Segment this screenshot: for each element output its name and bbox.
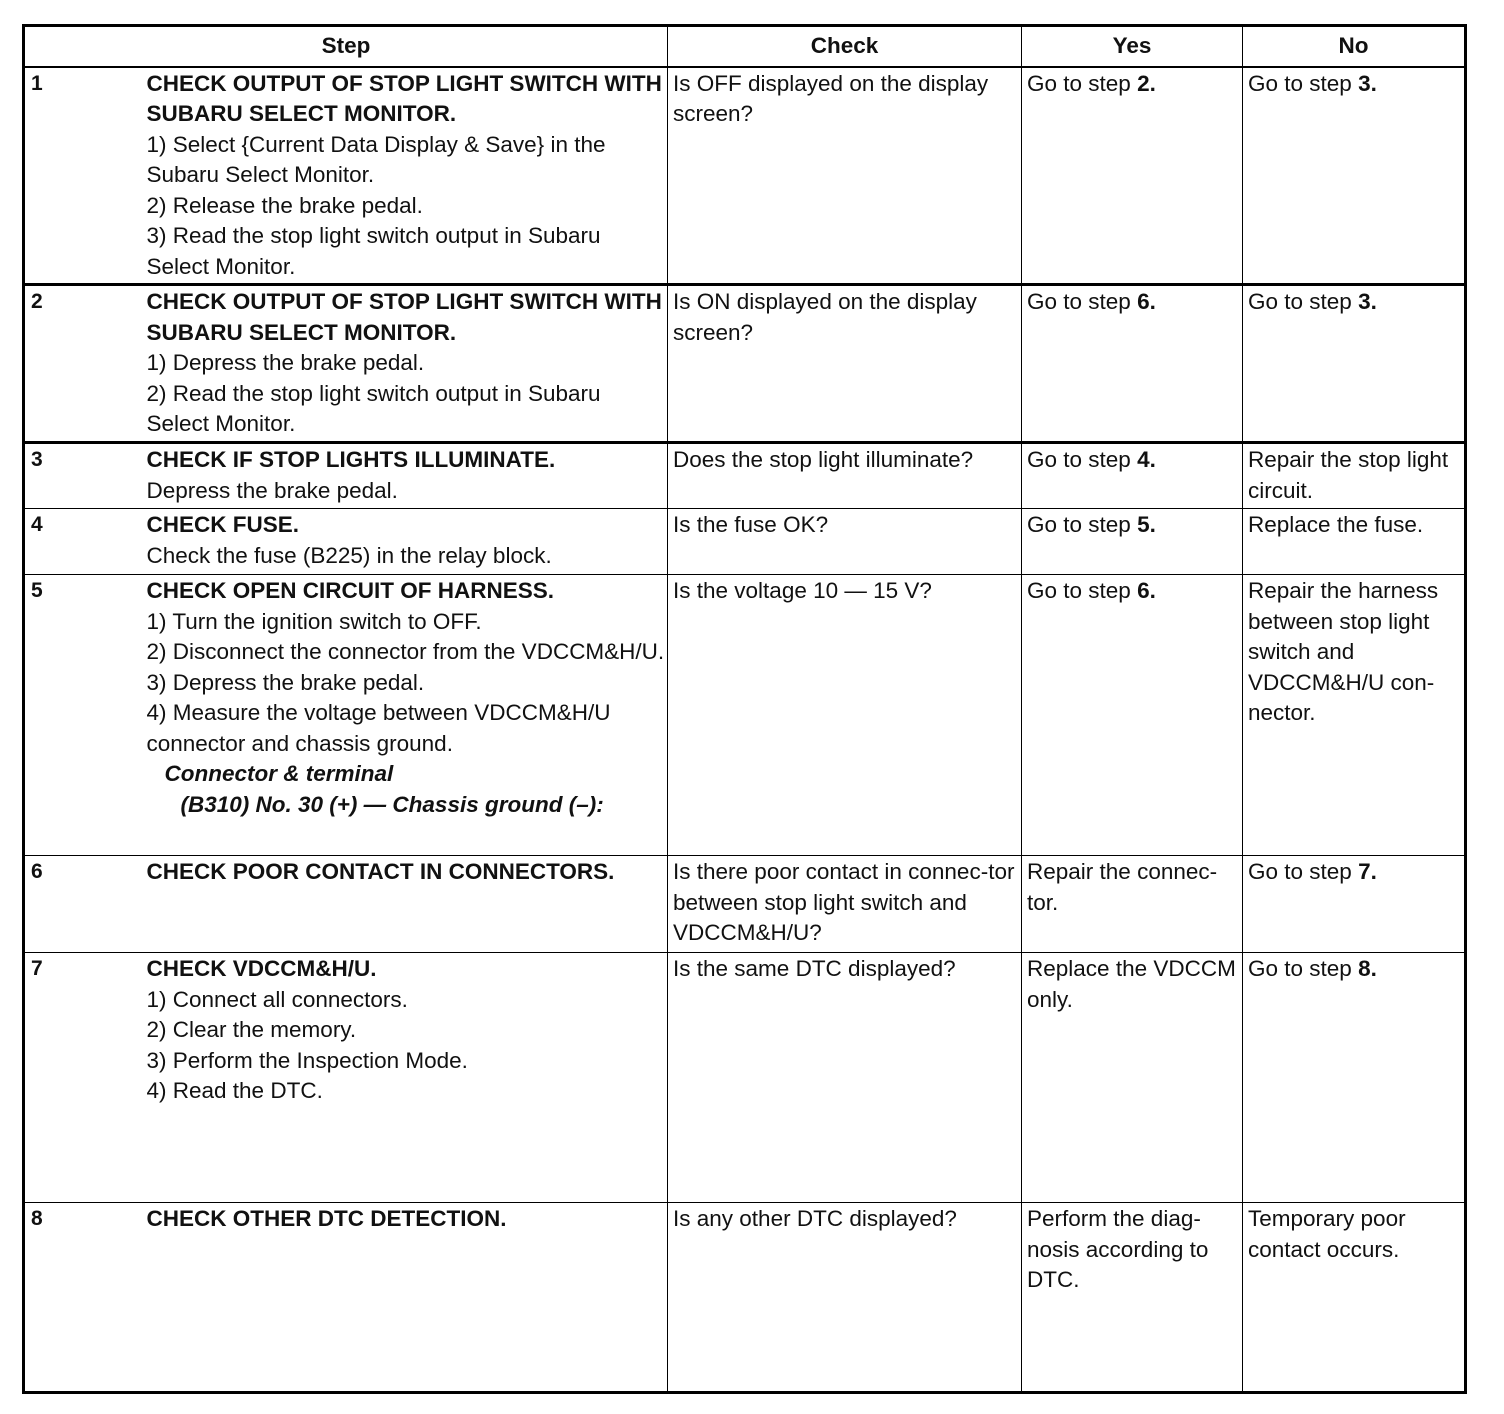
yes-action: Repair the connec-tor. — [1022, 856, 1243, 953]
go-to-step-text: Go to step — [1248, 956, 1359, 981]
step-reference: 8. — [1358, 956, 1377, 981]
table-row — [24, 443, 1466, 509]
diagnostic-table — [22, 24, 1467, 1394]
go-to-step-text: Go to step — [1027, 512, 1138, 537]
header-row — [24, 26, 1466, 67]
step-title: CHECK OPEN CIRCUIT OF HARNESS. — [146, 578, 555, 603]
step-reference: 6. — [1137, 289, 1156, 314]
header-no: No — [1243, 26, 1466, 67]
step-description — [143, 285, 668, 443]
step-instruction: Check the fuse (B225) in the relay block. — [146, 542, 552, 568]
table-row — [24, 1203, 1466, 1393]
check-question: Is any other DTC displayed? — [668, 1203, 1022, 1393]
step-reference: 7. — [1358, 859, 1377, 884]
spec-value: (B310) No. 30 (+) — Chassis ground (–): — [180, 791, 604, 817]
yes-action — [1022, 509, 1243, 575]
header-yes: Yes — [1022, 26, 1243, 67]
go-to-step-text: Go to step — [1248, 289, 1359, 314]
no-action: Repair the harness between stop light switch and VDCCM&H/U con-nector. — [1243, 575, 1466, 856]
no-action: Temporary poor contact occurs. — [1243, 1203, 1466, 1393]
step-number: 1 — [24, 67, 143, 285]
step-reference: 2. — [1137, 70, 1156, 96]
yes-action — [1022, 67, 1243, 285]
no-action: Repair the stop light circuit. — [1243, 443, 1466, 509]
table-row — [24, 67, 1466, 285]
step-instruction: 3) Read the stop light switch output in Subaru Select Monitor. — [146, 223, 601, 279]
step-instruction: 4) Read the DTC. — [146, 1078, 323, 1103]
step-instruction: 2) Clear the memory. — [146, 1017, 357, 1042]
step-description — [143, 953, 668, 1203]
step-number: 5 — [24, 575, 143, 856]
step-description — [143, 1203, 668, 1393]
step-title: CHECK OUTPUT OF STOP LIGHT SWITCH WITH SUBARU SELECT MONITOR. — [146, 70, 662, 126]
step-number: 2 — [24, 285, 143, 443]
step-instruction: Depress the brake pedal. — [146, 477, 398, 503]
step-description — [143, 67, 668, 285]
step-reference: 5. — [1137, 512, 1156, 537]
step-title: CHECK IF STOP LIGHTS ILLUMINATE. — [146, 447, 556, 472]
yes-action — [1022, 575, 1243, 856]
step-instruction: 2) Release the brake pedal. — [146, 192, 423, 218]
step-instruction: 1) Connect all connectors. — [146, 986, 408, 1012]
check-question: Is OFF displayed on the display screen? — [668, 67, 1022, 285]
go-to-step-text: Go to step — [1027, 289, 1138, 314]
check-question: Is the same DTC displayed? — [668, 953, 1022, 1203]
go-to-step-text: Go to step — [1248, 859, 1359, 884]
step-number: 7 — [24, 953, 143, 1203]
check-question: Is there poor contact in connec-tor between stop light switch and VDCCM&H/U? — [668, 856, 1022, 953]
step-number: 3 — [24, 443, 143, 509]
no-action: Replace the fuse. — [1243, 509, 1466, 575]
step-reference: 6. — [1137, 578, 1156, 603]
step-instruction: 3) Perform the Inspection Mode. — [146, 1047, 468, 1073]
check-question: Is the voltage 10 — 15 V? — [668, 575, 1022, 856]
header-step: Step — [24, 26, 668, 67]
table-row — [24, 509, 1466, 575]
step-description — [143, 575, 668, 856]
table-row — [24, 575, 1466, 856]
step-title: CHECK POOR CONTACT IN CONNECTORS. — [146, 859, 615, 884]
check-question: Is ON displayed on the display screen? — [668, 285, 1022, 443]
yes-action — [1022, 443, 1243, 509]
yes-action: Perform the diag-nosis according to DTC. — [1022, 1203, 1243, 1393]
step-instruction: 3) Depress the brake pedal. — [146, 669, 425, 695]
step-reference: 3. — [1358, 289, 1377, 314]
step-description — [143, 856, 668, 953]
go-to-step-text: Go to step — [1027, 578, 1138, 603]
yes-action — [1022, 285, 1243, 443]
table-row — [24, 856, 1466, 953]
go-to-step-text: Go to step — [1248, 70, 1359, 96]
check-question: Is the fuse OK? — [668, 509, 1022, 575]
step-instruction: 2) Read the stop light switch output in Subaru Select Monitor. — [146, 380, 601, 436]
table-row — [24, 953, 1466, 1203]
step-description — [143, 443, 668, 509]
check-question: Does the stop light illuminate? — [668, 443, 1022, 509]
step-title: CHECK FUSE. — [146, 512, 300, 537]
step-instruction: 4) Measure the voltage between VDCCM&H/U connector and chassis ground. — [146, 700, 611, 756]
header-check: Check — [668, 26, 1022, 67]
step-reference: 4. — [1137, 447, 1156, 472]
spec-label: Connector & terminal — [164, 761, 394, 786]
go-to-step-text: Go to step — [1027, 70, 1138, 96]
step-number: 8 — [24, 1203, 143, 1393]
no-action — [1243, 285, 1466, 443]
step-number: 6 — [24, 856, 143, 953]
table-row — [24, 285, 1466, 443]
no-action — [1243, 67, 1466, 285]
no-action — [1243, 856, 1466, 953]
step-title: CHECK OTHER DTC DETECTION. — [146, 1206, 507, 1231]
step-description — [143, 509, 668, 575]
step-instruction: 2) Disconnect the connector from the VDCCM&H/U. — [146, 639, 665, 664]
step-number: 4 — [24, 509, 143, 575]
step-instruction: 1) Select {Current Data Display & Save} in the Subaru Select Monitor. — [146, 131, 606, 187]
step-instruction: 1) Depress the brake pedal. — [146, 350, 425, 375]
yes-action: Replace the VDCCM only. — [1022, 953, 1243, 1203]
step-title: CHECK OUTPUT OF STOP LIGHT SWITCH WITH SUBARU SELECT MONITOR. — [146, 289, 662, 345]
step-title: CHECK VDCCM&H/U. — [146, 956, 377, 981]
no-action — [1243, 953, 1466, 1203]
go-to-step-text: Go to step — [1027, 447, 1138, 472]
step-reference: 3. — [1358, 70, 1377, 96]
step-instruction: 1) Turn the ignition switch to OFF. — [146, 608, 482, 634]
